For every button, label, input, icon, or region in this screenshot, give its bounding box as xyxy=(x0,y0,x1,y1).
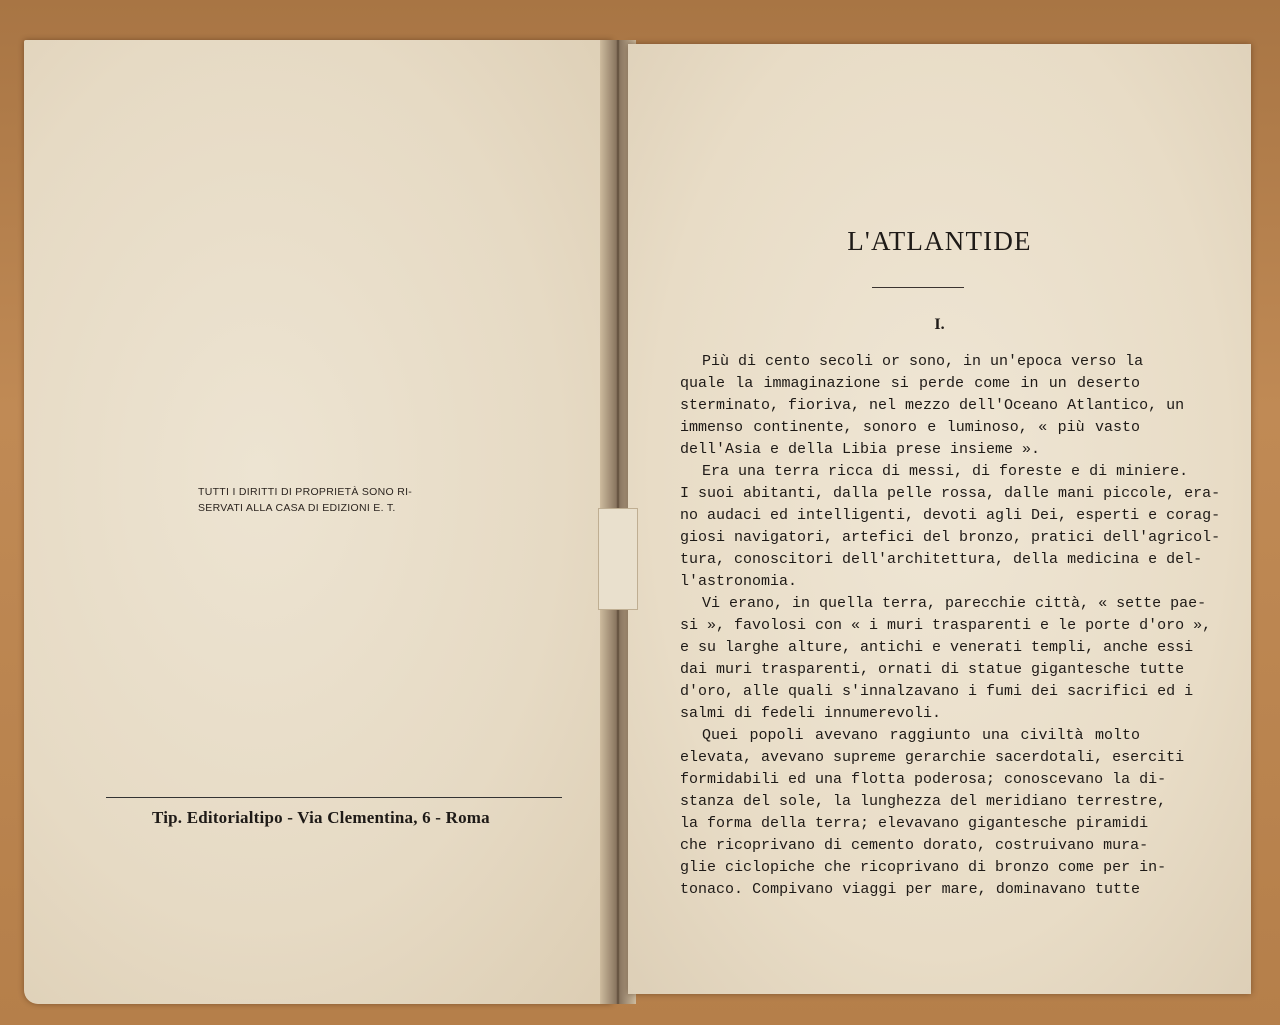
text-line: stanza del sole, la lunghezza del meridiano terrestre, xyxy=(680,793,1167,810)
text-line: tonaco. Compivano viaggi per mare, dominavano tutte xyxy=(680,881,1140,898)
text-line: si », favolosi con « i muri trasparenti e le porte d'oro », xyxy=(680,617,1212,634)
text-line: I suoi abitanti, dalla pelle rossa, dalle mani piccole, era- xyxy=(680,485,1221,502)
rights-notice-line-1: TUTTI I DIRITTI DI PROPRIETÀ SONO RI- xyxy=(198,486,413,498)
rights-notice xyxy=(198,484,498,516)
chapter-number: I. xyxy=(934,316,945,333)
printer-imprint: Tip. Editorialtipo - Via Clementina, 6 - Roma xyxy=(152,808,490,827)
printer-divider xyxy=(106,797,562,798)
text-line: Più di cento secoli or sono, in un'epoca verso la xyxy=(702,353,1144,370)
text-line: elevata, avevano supreme gerarchie sacerdotali, eserciti xyxy=(680,749,1185,766)
text-line: Era una terra ricca di messi, di foreste e di miniere. xyxy=(702,463,1189,480)
text-line: salmi di fedeli innumerevoli. xyxy=(680,705,942,722)
body-text xyxy=(680,351,1221,901)
text-line: giosi navigatori, artefici del bronzo, pratici dell'agricol- xyxy=(680,529,1221,546)
text-line: no audaci ed intelligenti, devoti agli Dei, esperti e corag- xyxy=(680,507,1221,524)
text-line: e su larghe alture, antichi e venerati templi, anche essi xyxy=(680,639,1194,656)
text-line: Quei popoli avevano raggiunto una civiltà molto xyxy=(702,727,1140,744)
text-line: quale la immaginazione si perde come in un deserto xyxy=(680,375,1140,392)
text-line: glie ciclopiche che ricoprivano di bronzo come per in- xyxy=(680,859,1167,876)
left-page xyxy=(24,40,612,1004)
title-divider xyxy=(872,287,964,288)
chapter-title: L'ATLANTIDE xyxy=(847,226,1032,256)
binding-tab xyxy=(598,508,638,610)
text-line: dell'Asia e della Libia prese insieme ». xyxy=(680,441,1041,458)
text-line: d'oro, alle quali s'innalzavano i fumi dei sacrifici ed i xyxy=(680,683,1194,700)
text-line: Vi erano, in quella terra, parecchie città, « sette pae- xyxy=(702,595,1207,612)
rights-notice-line-2: SERVATI ALLA CASA DI EDIZIONI E. T. xyxy=(198,502,396,514)
text-line: che ricoprivano di cemento dorato, costruivano mura- xyxy=(680,837,1149,854)
text-line: tura, conoscitori dell'architettura, della medicina e del- xyxy=(680,551,1203,568)
text-line: la forma della terra; elevavano gigantesche piramidi xyxy=(680,815,1149,832)
text-line: l'astronomia. xyxy=(680,573,798,590)
text-line: immenso continente, sonoro e luminoso, « più vasto xyxy=(680,419,1140,436)
text-line: dai muri trasparenti, ornati di statue gigantesche tutte xyxy=(680,661,1185,678)
text-line: formidabili ed una flotta poderosa; conoscevano la di- xyxy=(680,771,1167,788)
text-line: sterminato, fioriva, nel mezzo dell'Oceano Atlantico, un xyxy=(680,397,1185,414)
